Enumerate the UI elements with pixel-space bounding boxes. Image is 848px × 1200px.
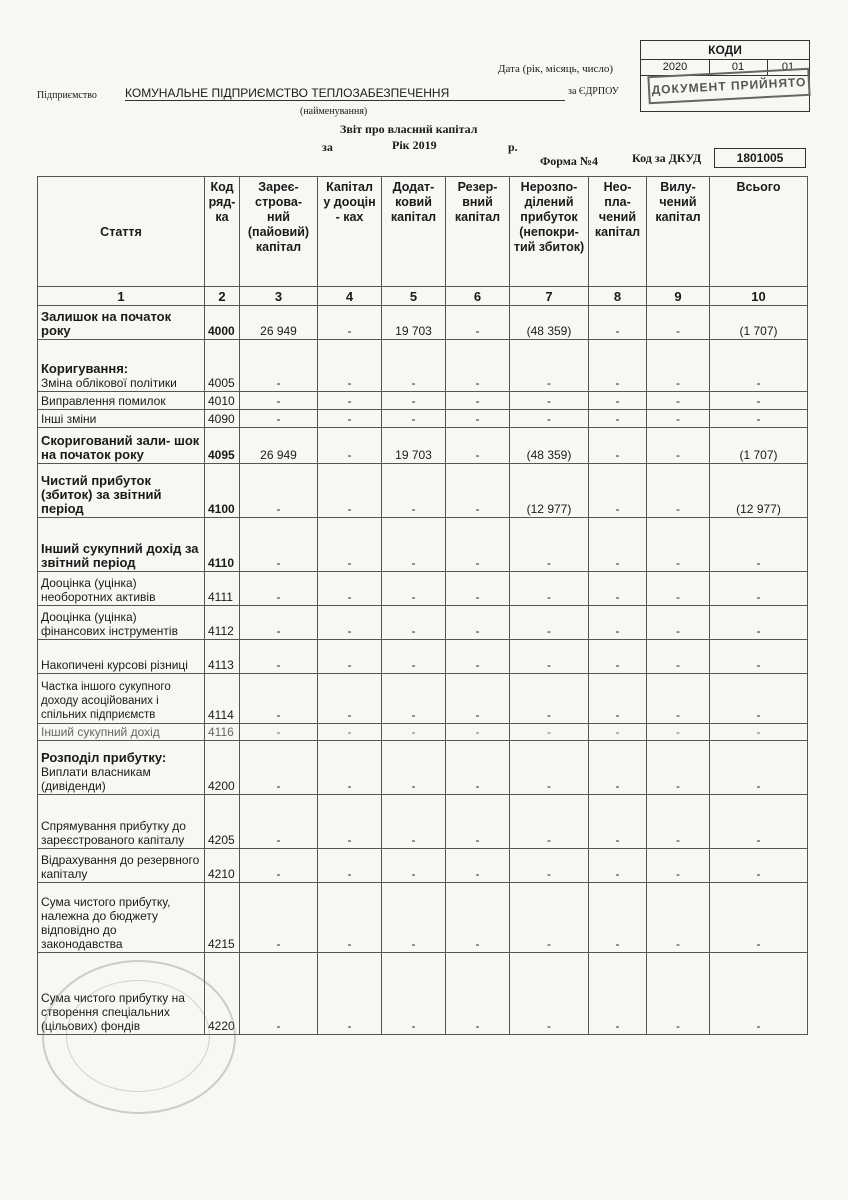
row-code: 4005 xyxy=(205,340,240,392)
row-article xyxy=(38,518,205,572)
row-value: - xyxy=(240,464,318,518)
row-value: - xyxy=(240,724,318,741)
row-article xyxy=(38,674,205,724)
row-value: - xyxy=(318,410,382,428)
row-article xyxy=(38,572,205,606)
row-value: - xyxy=(318,640,382,674)
row-value: - xyxy=(589,410,647,428)
row-value: - xyxy=(589,518,647,572)
row-article-label: Сума чистого прибутку, належна до бюджету відповідно до законодавства xyxy=(41,895,171,951)
date-month: 01 xyxy=(709,59,768,75)
row-value: - xyxy=(240,795,318,849)
header-retained-earnings: Нерозпо- ділений прибуток (непокри- тий збиток) xyxy=(510,177,589,287)
row-value: - xyxy=(510,340,589,392)
enterprise-sublabel: (найменування) xyxy=(300,106,368,117)
row-value: - xyxy=(446,795,510,849)
table-row xyxy=(38,883,808,953)
row-code: 4220 xyxy=(205,953,240,1035)
row-article xyxy=(38,741,205,795)
row-code: 4010 xyxy=(205,392,240,410)
row-code: 4095 xyxy=(205,428,240,464)
row-value: - xyxy=(710,340,808,392)
report-period: Рік 2019 xyxy=(392,138,437,152)
row-value: - xyxy=(446,340,510,392)
row-value: - xyxy=(382,724,446,741)
row-value: - xyxy=(647,410,710,428)
col-number: 2 xyxy=(205,287,240,306)
row-article-label: Накопичені курсові різниці xyxy=(41,658,188,672)
header-article: Стаття xyxy=(38,177,205,287)
header-additional-capital: Додат- ковий капітал xyxy=(382,177,446,287)
col-number: 10 xyxy=(710,287,808,306)
row-article xyxy=(38,849,205,883)
row-value: - xyxy=(647,795,710,849)
row-value: - xyxy=(647,340,710,392)
table-row xyxy=(38,741,808,795)
row-value: - xyxy=(510,606,589,640)
row-value: - xyxy=(446,849,510,883)
row-value: - xyxy=(647,674,710,724)
row-value: - xyxy=(589,464,647,518)
row-value: - xyxy=(510,392,589,410)
header-total: Всього xyxy=(710,177,808,287)
row-value: 19 703 xyxy=(382,306,446,340)
row-code: 4114 xyxy=(205,674,240,724)
row-article xyxy=(38,340,205,392)
row-value: - xyxy=(647,849,710,883)
table-row xyxy=(38,640,808,674)
row-article-label: Дооцінка (уцінка) необоротних активів xyxy=(41,576,156,604)
header-row xyxy=(38,177,808,287)
row-value: (12 977) xyxy=(710,464,808,518)
codes-title: КОДИ xyxy=(641,41,809,60)
table-row xyxy=(38,340,808,392)
row-value: 26 949 xyxy=(240,306,318,340)
row-value: - xyxy=(240,674,318,724)
row-value: - xyxy=(318,606,382,640)
row-value: - xyxy=(589,340,647,392)
row-value: - xyxy=(318,572,382,606)
row-value: - xyxy=(240,410,318,428)
row-value: - xyxy=(589,724,647,741)
row-value: - xyxy=(318,795,382,849)
row-value: - xyxy=(318,340,382,392)
row-code: 4116 xyxy=(205,724,240,741)
table-row xyxy=(38,518,808,572)
row-value: - xyxy=(710,724,808,741)
table-row xyxy=(38,674,808,724)
col-number: 7 xyxy=(510,287,589,306)
row-code: 4215 xyxy=(205,883,240,953)
row-code: 4111 xyxy=(205,572,240,606)
row-value: - xyxy=(318,428,382,464)
row-article-label: Виправлення помилок xyxy=(41,394,166,408)
row-code: 4100 xyxy=(205,464,240,518)
row-code: 4210 xyxy=(205,849,240,883)
row-value: - xyxy=(446,606,510,640)
row-value: (48 359) xyxy=(510,306,589,340)
row-article xyxy=(38,428,205,464)
row-value: - xyxy=(382,410,446,428)
period-prefix: за xyxy=(322,140,333,154)
row-value: - xyxy=(382,640,446,674)
row-value: - xyxy=(382,606,446,640)
col-number: 6 xyxy=(446,287,510,306)
row-value: - xyxy=(382,849,446,883)
accepted-stamp: ДОКУМЕНТ ПРИЙНЯТО xyxy=(647,68,810,104)
table-row xyxy=(38,428,808,464)
row-value: - xyxy=(647,392,710,410)
row-value: - xyxy=(240,518,318,572)
row-value: - xyxy=(510,518,589,572)
col-number: 9 xyxy=(647,287,710,306)
row-value: 26 949 xyxy=(240,428,318,464)
row-value: - xyxy=(240,849,318,883)
row-value: - xyxy=(510,572,589,606)
edrpou-label: за ЄДРПОУ xyxy=(568,86,619,97)
row-article-label: Частка іншого сукупного доходу асоційованих і спільних підприємств xyxy=(41,681,171,721)
row-value: - xyxy=(382,464,446,518)
row-value: - xyxy=(510,849,589,883)
table-body xyxy=(38,306,808,1035)
row-code: 4110 xyxy=(205,518,240,572)
row-value: - xyxy=(318,674,382,724)
date-year: 2020 xyxy=(641,59,710,75)
row-value: - xyxy=(446,953,510,1035)
row-value: - xyxy=(510,953,589,1035)
row-code: 4112 xyxy=(205,606,240,640)
row-value: - xyxy=(589,306,647,340)
header-reserve-capital: Резер- вний капітал xyxy=(446,177,510,287)
row-value: (48 359) xyxy=(510,428,589,464)
row-value: - xyxy=(589,392,647,410)
header-code: Код ряд- ка xyxy=(205,177,240,287)
row-value: - xyxy=(510,640,589,674)
row-value: - xyxy=(446,428,510,464)
row-value: - xyxy=(510,410,589,428)
row-value: (1 707) xyxy=(710,306,808,340)
row-value: - xyxy=(318,724,382,741)
row-code: 4113 xyxy=(205,640,240,674)
enterprise-name: КОМУНАЛЬНЕ ПІДПРИЄМСТВО ТЕПЛОЗАБЕЗПЕЧЕННЯ xyxy=(125,86,565,101)
row-value: - xyxy=(710,849,808,883)
row-value: - xyxy=(647,464,710,518)
row-value: - xyxy=(240,741,318,795)
row-code: 4205 xyxy=(205,795,240,849)
row-article xyxy=(38,953,205,1035)
row-value: - xyxy=(710,674,808,724)
row-article xyxy=(38,640,205,674)
row-value: - xyxy=(647,572,710,606)
row-value: - xyxy=(589,795,647,849)
row-value: 19 703 xyxy=(382,428,446,464)
col-number: 4 xyxy=(318,287,382,306)
col-number: 1 xyxy=(38,287,205,306)
row-value: - xyxy=(318,306,382,340)
row-value: - xyxy=(589,849,647,883)
table-row xyxy=(38,306,808,340)
row-article-label: Відрахування до резервного капіталу xyxy=(41,853,200,881)
row-article-label: Залишок на початок року xyxy=(41,309,172,338)
col-number: 5 xyxy=(382,287,446,306)
row-value: - xyxy=(710,410,808,428)
row-value: - xyxy=(382,795,446,849)
row-value: - xyxy=(382,674,446,724)
row-value: - xyxy=(647,724,710,741)
row-value: - xyxy=(382,883,446,953)
table-row xyxy=(38,724,808,741)
row-value: - xyxy=(240,953,318,1035)
section-heading: Розподіл прибутку: xyxy=(41,750,167,765)
row-value: - xyxy=(510,741,589,795)
row-value: - xyxy=(318,518,382,572)
table-row xyxy=(38,849,808,883)
row-value: - xyxy=(647,883,710,953)
row-value: - xyxy=(647,428,710,464)
row-value: - xyxy=(446,724,510,741)
row-value: - xyxy=(589,428,647,464)
row-value: - xyxy=(510,674,589,724)
row-article-label: Інший сукупний дохід за звітний період xyxy=(41,541,199,570)
col-number: 8 xyxy=(589,287,647,306)
row-value: - xyxy=(318,392,382,410)
row-article xyxy=(38,306,205,340)
row-value: - xyxy=(589,640,647,674)
row-value: - xyxy=(446,883,510,953)
period-suffix: р. xyxy=(508,140,518,154)
row-value: - xyxy=(382,392,446,410)
row-value: - xyxy=(710,741,808,795)
table-row xyxy=(38,953,808,1035)
row-value: (12 977) xyxy=(510,464,589,518)
row-value: - xyxy=(446,741,510,795)
row-code: 4090 xyxy=(205,410,240,428)
row-article xyxy=(38,392,205,410)
row-article-label: Чистий прибуток (збиток) за звітний період xyxy=(41,473,162,516)
row-value: - xyxy=(589,674,647,724)
column-numbers-row xyxy=(38,287,808,306)
row-article-label: Спрямування прибутку до зареєстрованого капіталу xyxy=(41,819,186,847)
row-code: 4200 xyxy=(205,741,240,795)
form-number: Форма №4 xyxy=(540,154,598,168)
row-value: - xyxy=(710,640,808,674)
report-title: Звіт про власний капітал xyxy=(340,122,478,136)
table-row xyxy=(38,392,808,410)
row-value: - xyxy=(589,606,647,640)
row-value: - xyxy=(382,572,446,606)
table-row xyxy=(38,572,808,606)
row-value: - xyxy=(710,392,808,410)
row-article-label: Інші зміни xyxy=(41,412,97,426)
row-value: - xyxy=(710,883,808,953)
table-row xyxy=(38,606,808,640)
row-value: - xyxy=(589,953,647,1035)
equity-report-table xyxy=(37,176,808,1035)
header-unpaid-capital: Нео- пла- чений капітал xyxy=(589,177,647,287)
row-value: - xyxy=(240,572,318,606)
row-value: - xyxy=(240,883,318,953)
row-value: - xyxy=(382,518,446,572)
row-article-label: Дооцінка (уцінка) фінансових інструментів xyxy=(41,610,178,638)
date-day: 01 xyxy=(781,61,795,73)
row-article-label: Виплати власникам (дивіденди) xyxy=(41,765,151,793)
header-revaluation-capital: Капітал у дооцін - ках xyxy=(318,177,382,287)
row-article-label: Інший сукупний дохід xyxy=(41,725,160,739)
dkud-label: Код за ДКУД xyxy=(632,151,702,165)
row-value: - xyxy=(240,340,318,392)
row-value: - xyxy=(318,849,382,883)
row-value: - xyxy=(318,741,382,795)
row-value: - xyxy=(647,741,710,795)
table-row xyxy=(38,795,808,849)
row-value: - xyxy=(710,953,808,1035)
table-row xyxy=(38,464,808,518)
row-value: - xyxy=(446,410,510,428)
row-value: - xyxy=(318,883,382,953)
row-value: - xyxy=(318,953,382,1035)
row-value: - xyxy=(647,640,710,674)
row-value: - xyxy=(647,953,710,1035)
enterprise-label: Підприємство xyxy=(37,90,97,101)
row-value: - xyxy=(446,572,510,606)
row-value: - xyxy=(318,464,382,518)
row-value: - xyxy=(446,306,510,340)
row-value: - xyxy=(446,518,510,572)
table-row xyxy=(38,410,808,428)
row-value: - xyxy=(710,606,808,640)
row-value: - xyxy=(382,340,446,392)
row-article xyxy=(38,724,205,741)
row-value: (1 707) xyxy=(710,428,808,464)
row-article xyxy=(38,883,205,953)
section-heading: Коригування: xyxy=(41,361,129,376)
row-value: - xyxy=(240,640,318,674)
row-value: - xyxy=(647,606,710,640)
header-withdrawn-capital: Вилу- чений капітал xyxy=(647,177,710,287)
row-value: - xyxy=(710,795,808,849)
row-value: - xyxy=(240,606,318,640)
row-value: - xyxy=(446,392,510,410)
row-article-label: Сума чистого прибутку на створення спеціальних (цільових) фондів xyxy=(41,991,185,1033)
row-article xyxy=(38,410,205,428)
date-label: Дата (рік, місяць, число) xyxy=(498,63,614,75)
row-value: - xyxy=(710,572,808,606)
col-number: 3 xyxy=(240,287,318,306)
row-article-label: Скоригований зали- шок на початок року xyxy=(41,433,200,462)
row-value: - xyxy=(589,883,647,953)
row-value: - xyxy=(510,724,589,741)
row-value: - xyxy=(510,795,589,849)
header-registered-capital: Зареє- строва- ний (пайовий) капітал xyxy=(240,177,318,287)
row-value: - xyxy=(647,518,710,572)
row-code: 4000 xyxy=(205,306,240,340)
row-article xyxy=(38,464,205,518)
row-article-label: Зміна облікової політики xyxy=(41,376,177,390)
row-value: - xyxy=(647,306,710,340)
row-value: - xyxy=(510,883,589,953)
dkud-code: 1801005 xyxy=(714,148,806,168)
row-value: - xyxy=(382,741,446,795)
row-value: - xyxy=(446,640,510,674)
row-value: - xyxy=(382,953,446,1035)
row-article xyxy=(38,795,205,849)
row-value: - xyxy=(710,518,808,572)
row-value: - xyxy=(446,674,510,724)
row-value: - xyxy=(240,392,318,410)
row-article xyxy=(38,606,205,640)
row-value: - xyxy=(589,741,647,795)
row-value: - xyxy=(589,572,647,606)
row-value: - xyxy=(446,464,510,518)
